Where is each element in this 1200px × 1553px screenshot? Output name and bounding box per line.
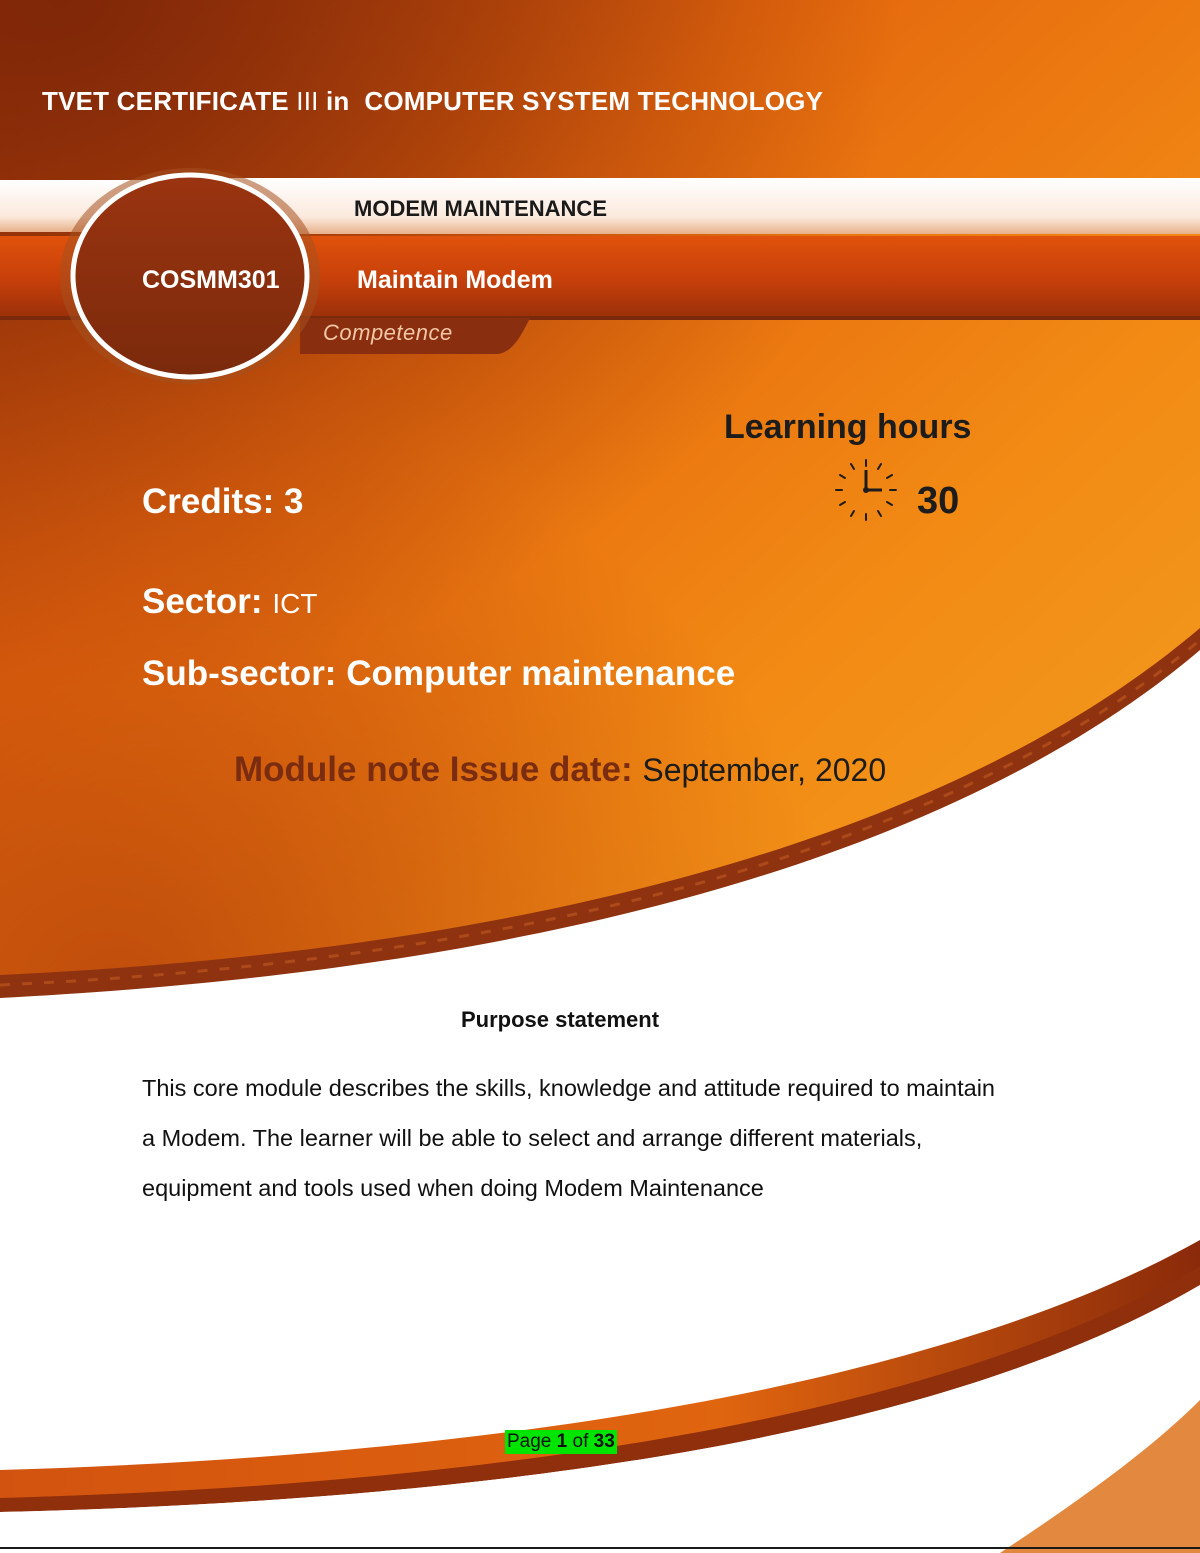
program-level: III (296, 86, 319, 116)
purpose-heading: Purpose statement (460, 1007, 660, 1032)
sector (142, 582, 317, 622)
learning-hours-label: Learning hours (724, 408, 972, 446)
credits-label: Credits: (142, 482, 275, 521)
competence-tag: Competence (323, 320, 453, 345)
purpose-text: This core module describes the skills, knowledge and attitude required to maintain a Modem. The learner will be able to select and arrange different materials, equipment and tools used when doing Modem Maintenance (142, 1075, 995, 1201)
current-page: 1 (556, 1431, 568, 1452)
credits (142, 482, 303, 522)
program-rest: in COMPUTER SYSTEM TECHNOLOGY (325, 86, 824, 116)
sector-value: ICT (272, 588, 318, 619)
issue-date-value: September, 2020 (642, 752, 887, 788)
sector-label: Sector: (142, 582, 263, 621)
subsector-value: Computer maintenance (346, 654, 736, 693)
page-number (505, 1430, 617, 1454)
credits-value: 3 (283, 482, 304, 521)
clock-icon (832, 456, 900, 524)
subsector-label: Sub-sector: (142, 654, 337, 693)
total-pages: 33 (593, 1431, 615, 1452)
page-word: Page (507, 1431, 552, 1452)
module-title: MODEM MAINTENANCE (354, 196, 607, 221)
subsector (142, 654, 735, 694)
issue-date (234, 750, 886, 790)
program-title (42, 86, 823, 117)
learning-hours-value: 30 (917, 480, 960, 522)
issue-date-label: Module note Issue date: (234, 750, 633, 789)
competence-name: Maintain Modem (357, 266, 553, 294)
module-code: COSMM301 (142, 266, 280, 294)
of-word: of (572, 1431, 589, 1452)
program-prefix: TVET CERTIFICATE (42, 86, 289, 116)
